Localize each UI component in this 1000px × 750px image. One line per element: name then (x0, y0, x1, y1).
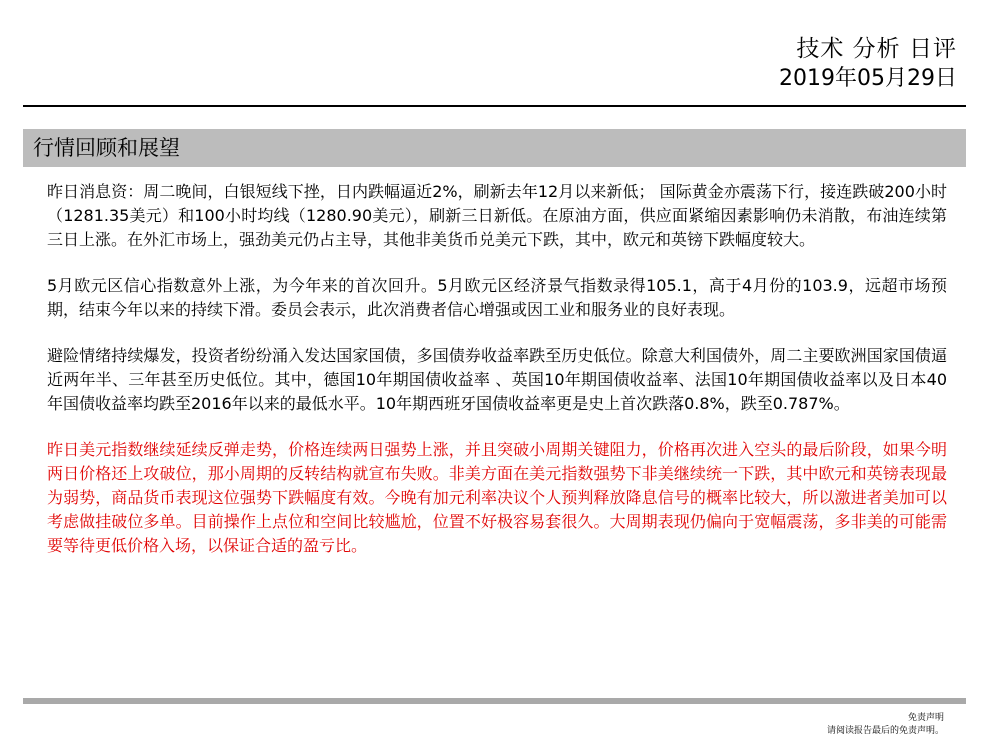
report-header (779, 34, 957, 94)
report-date: 2019年05月29日 (779, 66, 957, 91)
footer (827, 712, 944, 738)
section-title: 行情回顾和展望 (33, 136, 180, 160)
paragraph-market-news: 昨日消息资：周二晚间，白银短线下挫，日内跌幅逼近2%，刷新去年12月以来新低； 国际黄金亦震荡下行，接连跌破200小时（1281.35美元）和100小时均线（1280.90美元），刷新三日新低。在原油方面，供应面紧缩因素影响仍未消散，布油连续第三日上涨。在外汇市场上，强劲美元仍占主导，其他非美货币兑美元下跌，其中，欧元和英镑下跌幅度较大。 (47, 182, 947, 249)
disclaimer-link[interactable]: 免责声明 (907, 713, 944, 723)
paragraph-eurozone-confidence: 5月欧元区信心指数意外上涨，为今年来的首次回升。5月欧元区经济景气指数录得105.1，高于4月份的103.9，远超市场预期，结束今年以来的持续下滑。委员会表示，此次消费者信心增强或因工业和服务业的良好表现。 (47, 276, 947, 319)
disclaimer-note: 请阅读报告最后的免责声明。 (826, 726, 944, 736)
section-header-bar (23, 129, 966, 167)
footer-divider (23, 698, 966, 704)
paragraph-dollar-analysis: 昨日美元指数继续延续反弹走势，价格连续两日强势上涨，并且突破小周期关键阻力，价格再次进入空头的最后阶段，如果今明两日价格还上攻破位，那小周期的反转结构就宣布失败。非美方面在美元指数强势下非美继续统一下跌，其中欧元和英镑表现最为弱势，商品货币表现这位强势下跌幅度有效。今晚有加元利率决议个人预判释放降息信号的概率比较大，所以激进者美加可以考虑做挂破位多单。目前操作上点位和空间比较尴尬，位置不好极容易套很久。大周期表现仍偏向于宽幅震荡，多非美的可能需要等待更低价格入场，以保证合适的盈亏比。 (47, 440, 947, 555)
header-divider (23, 105, 966, 107)
report-type: 技术 分析 日评 (796, 36, 957, 62)
report-body (47, 180, 947, 580)
paragraph-bond-yields: 避险情绪持续爆发，投资者纷纷涌入发达国家国债，多国债券收益率跌至历史低位。除意大利国债外，周二主要欧洲国家国债逼近两年半、三年甚至历史低位。其中，德国10年期国债收益率 、英国10年期国债收益率、法国10年期国债收益率以及日本40年国债收益率均跌至2016年以来的最低水平。10年期西班牙国债收益率更是史上首次跌落0.8%，跌至0.787%。 (47, 346, 947, 413)
